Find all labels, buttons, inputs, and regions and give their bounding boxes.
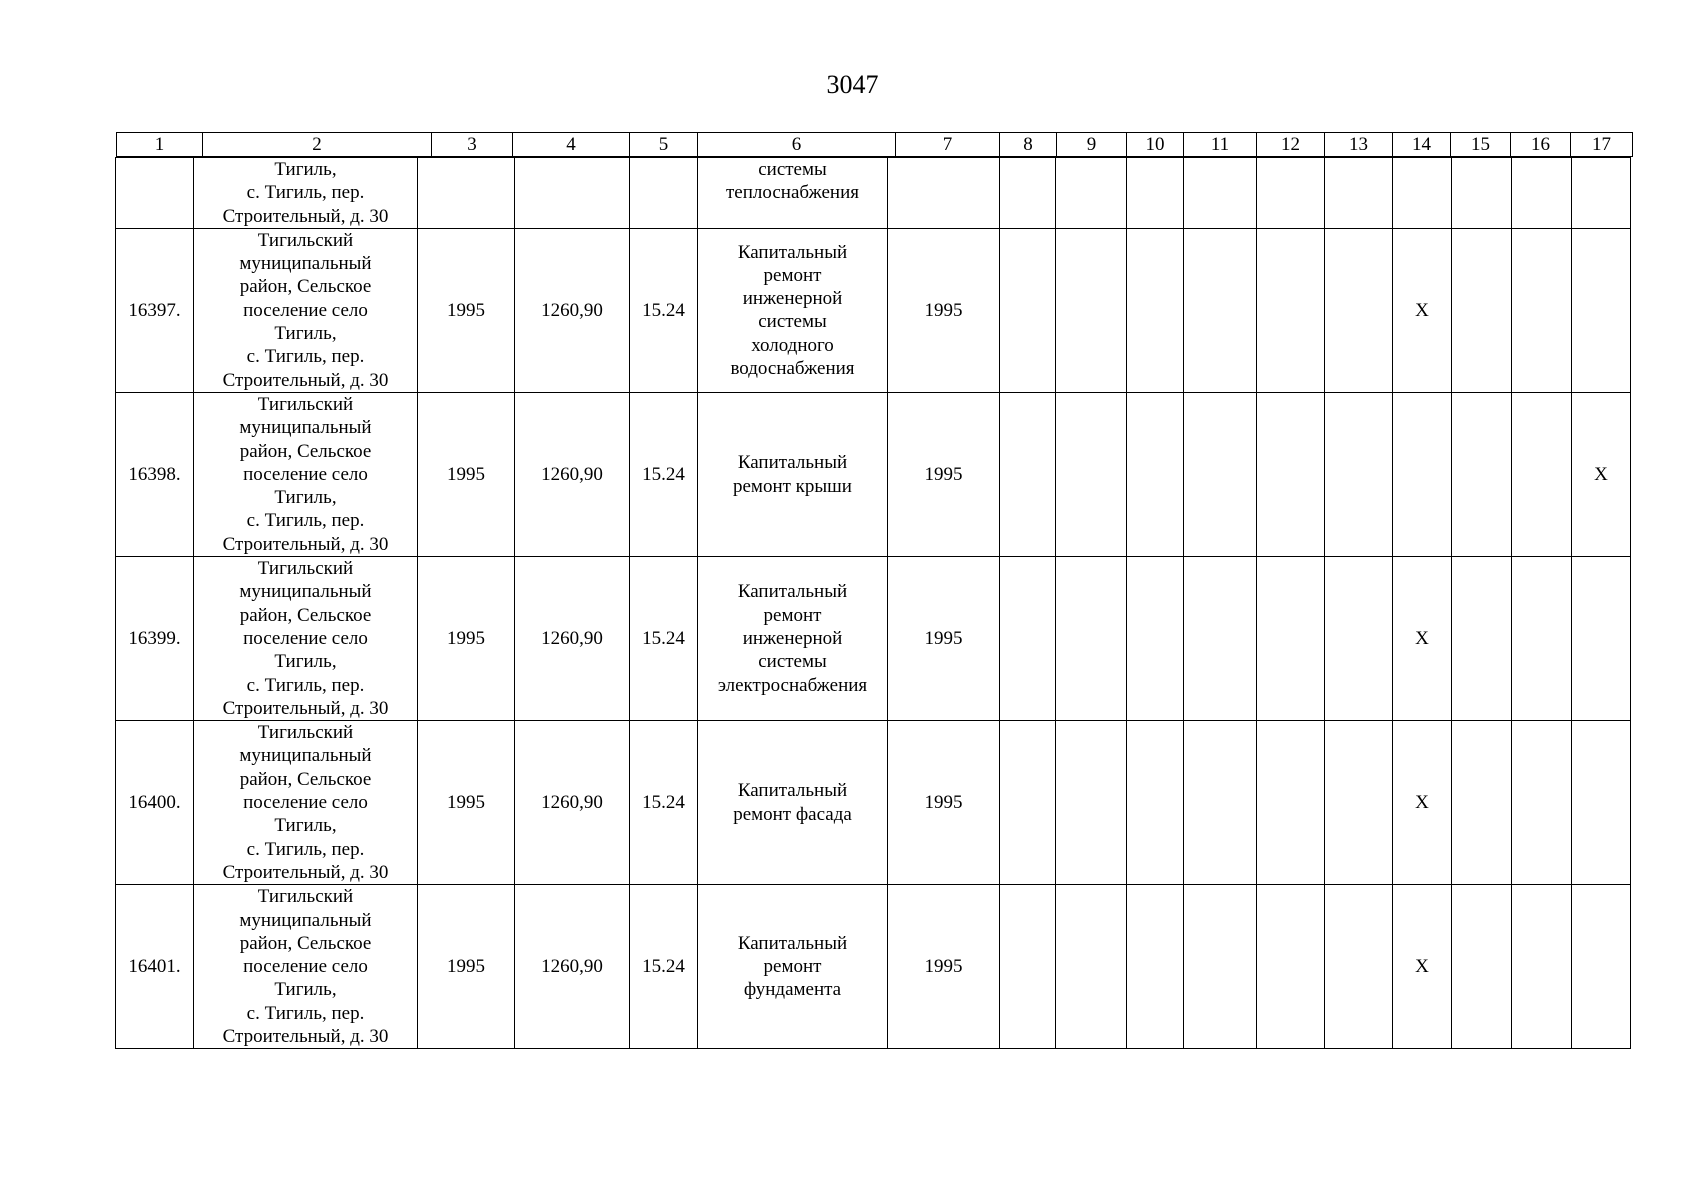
work-type-cell: Капитальный ремонт инженерной системы электроснабжения xyxy=(698,557,888,721)
mark-cell xyxy=(1572,557,1631,721)
mark-cell xyxy=(1325,721,1393,885)
code-cell: 15.24 xyxy=(630,557,698,721)
mark-cell xyxy=(1184,721,1257,885)
last-repair-year-cell: 1995 xyxy=(888,228,1000,392)
mark-cell xyxy=(1257,158,1325,229)
last-repair-year-cell: 1995 xyxy=(888,392,1000,556)
mark-cell xyxy=(1512,392,1572,556)
mark-cell xyxy=(1512,158,1572,229)
mark-cell xyxy=(1257,557,1325,721)
mark-cell xyxy=(1512,557,1572,721)
column-number: 7 xyxy=(896,133,1000,157)
column-number: 3 xyxy=(432,133,513,157)
column-number: 5 xyxy=(630,133,698,157)
mark-cell: X xyxy=(1572,392,1631,556)
mark-cell xyxy=(1000,721,1056,885)
mark-cell: X xyxy=(1393,885,1452,1049)
area-cell: 1260,90 xyxy=(515,392,630,556)
code-cell: 15.24 xyxy=(630,228,698,392)
mark-cell xyxy=(1325,392,1393,556)
year-cell: 1995 xyxy=(418,721,515,885)
mark-cell xyxy=(1127,557,1184,721)
area-cell: 1260,90 xyxy=(515,557,630,721)
mark-cell xyxy=(1184,158,1257,229)
record-number: 16401. xyxy=(116,885,194,1049)
area-cell: 1260,90 xyxy=(515,721,630,885)
column-number: 14 xyxy=(1393,133,1451,157)
table-row xyxy=(116,557,1631,721)
record-number: 16397. xyxy=(116,228,194,392)
year-cell: 1995 xyxy=(418,228,515,392)
area-cell: 1260,90 xyxy=(515,228,630,392)
column-number: 13 xyxy=(1325,133,1393,157)
column-number: 6 xyxy=(698,133,896,157)
table-row xyxy=(116,158,1631,229)
mark-cell xyxy=(1127,885,1184,1049)
mark-cell xyxy=(1325,557,1393,721)
work-type-cell: Капитальный ремонт инженерной системы холодного водоснабжения xyxy=(698,228,888,392)
mark-cell xyxy=(1572,721,1631,885)
column-number: 8 xyxy=(1000,133,1057,157)
address-cell: Тигильский муниципальный район, Сельское поселение село Тигиль, с. Тигиль, пер. Строительный, д. 30 xyxy=(194,721,418,885)
column-number: 9 xyxy=(1057,133,1127,157)
mark-cell xyxy=(1452,228,1512,392)
mark-cell xyxy=(1512,721,1572,885)
record-number: 16400. xyxy=(116,721,194,885)
year-cell: 1995 xyxy=(418,392,515,556)
code-cell xyxy=(630,158,698,229)
mark-cell xyxy=(1452,885,1512,1049)
mark-cell xyxy=(1056,885,1127,1049)
column-number: 4 xyxy=(513,133,630,157)
code-cell: 15.24 xyxy=(630,392,698,556)
mark-cell: X xyxy=(1393,721,1452,885)
mark-cell xyxy=(1512,228,1572,392)
last-repair-year-cell: 1995 xyxy=(888,885,1000,1049)
mark-cell xyxy=(1056,721,1127,885)
column-number: 10 xyxy=(1127,133,1184,157)
mark-cell: X xyxy=(1393,557,1452,721)
mark-cell xyxy=(1056,557,1127,721)
column-number: 12 xyxy=(1257,133,1325,157)
last-repair-year-cell xyxy=(888,158,1000,229)
address-cell: Тигиль, с. Тигиль, пер. Строительный, д. 30 xyxy=(194,158,418,229)
column-number: 16 xyxy=(1511,133,1571,157)
mark-cell xyxy=(1000,392,1056,556)
mark-cell xyxy=(1000,158,1056,229)
record-number xyxy=(116,158,194,229)
last-repair-year-cell: 1995 xyxy=(888,721,1000,885)
mark-cell xyxy=(1056,158,1127,229)
mark-cell xyxy=(1452,721,1512,885)
mark-cell xyxy=(1000,885,1056,1049)
table-row xyxy=(116,885,1631,1049)
year-cell: 1995 xyxy=(418,557,515,721)
code-cell: 15.24 xyxy=(630,885,698,1049)
mark-cell xyxy=(1572,228,1631,392)
mark-cell: X xyxy=(1393,228,1452,392)
mark-cell xyxy=(1572,885,1631,1049)
page-number: 3047 xyxy=(826,70,879,99)
column-number: 1 xyxy=(117,133,203,157)
mark-cell xyxy=(1257,721,1325,885)
mark-cell xyxy=(1127,721,1184,885)
work-type-cell: Капитальный ремонт фундамента xyxy=(698,885,888,1049)
last-repair-year-cell: 1995 xyxy=(888,557,1000,721)
record-number: 16398. xyxy=(116,392,194,556)
area-cell: 1260,90 xyxy=(515,885,630,1049)
mark-cell xyxy=(1257,392,1325,556)
mark-cell xyxy=(1056,228,1127,392)
mark-cell xyxy=(1512,885,1572,1049)
mark-cell xyxy=(1184,392,1257,556)
mark-cell xyxy=(1393,392,1452,556)
work-type-cell: системы теплоснабжения xyxy=(698,158,888,229)
mark-cell xyxy=(1257,885,1325,1049)
column-number-row xyxy=(117,133,1633,157)
mark-cell xyxy=(1000,228,1056,392)
mark-cell xyxy=(1184,228,1257,392)
work-type-cell: Капитальный ремонт крыши xyxy=(698,392,888,556)
address-cell: Тигильский муниципальный район, Сельское поселение село Тигиль, с. Тигиль, пер. Строительный, д. 30 xyxy=(194,392,418,556)
mark-cell xyxy=(1184,557,1257,721)
column-number: 17 xyxy=(1571,133,1633,157)
year-cell: 1995 xyxy=(418,885,515,1049)
mark-cell xyxy=(1325,885,1393,1049)
address-cell: Тигильский муниципальный район, Сельское поселение село Тигиль, с. Тигиль, пер. Строительный, д. 30 xyxy=(194,557,418,721)
address-cell: Тигильский муниципальный район, Сельское поселение село Тигиль, с. Тигиль, пер. Строительный, д. 30 xyxy=(194,228,418,392)
table-row xyxy=(116,721,1631,885)
code-cell: 15.24 xyxy=(630,721,698,885)
column-number: 11 xyxy=(1184,133,1257,157)
mark-cell xyxy=(1452,158,1512,229)
mark-cell xyxy=(1393,158,1452,229)
column-number-header xyxy=(116,132,1633,157)
mark-cell xyxy=(1452,392,1512,556)
record-number: 16399. xyxy=(116,557,194,721)
mark-cell xyxy=(1000,557,1056,721)
area-cell xyxy=(515,158,630,229)
address-cell: Тигильский муниципальный район, Сельское поселение село Тигиль, с. Тигиль, пер. Строительный, д. 30 xyxy=(194,885,418,1049)
mark-cell xyxy=(1127,392,1184,556)
column-number: 15 xyxy=(1451,133,1511,157)
mark-cell xyxy=(1184,885,1257,1049)
mark-cell xyxy=(1127,228,1184,392)
table-row xyxy=(116,228,1631,392)
year-cell xyxy=(418,158,515,229)
mark-cell xyxy=(1257,228,1325,392)
mark-cell xyxy=(1325,228,1393,392)
repair-schedule-table xyxy=(115,157,1631,1049)
mark-cell xyxy=(1572,158,1631,229)
work-type-cell: Капитальный ремонт фасада xyxy=(698,721,888,885)
mark-cell xyxy=(1452,557,1512,721)
mark-cell xyxy=(1056,392,1127,556)
table-row xyxy=(116,392,1631,556)
mark-cell xyxy=(1325,158,1393,229)
column-number: 2 xyxy=(203,133,432,157)
mark-cell xyxy=(1127,158,1184,229)
